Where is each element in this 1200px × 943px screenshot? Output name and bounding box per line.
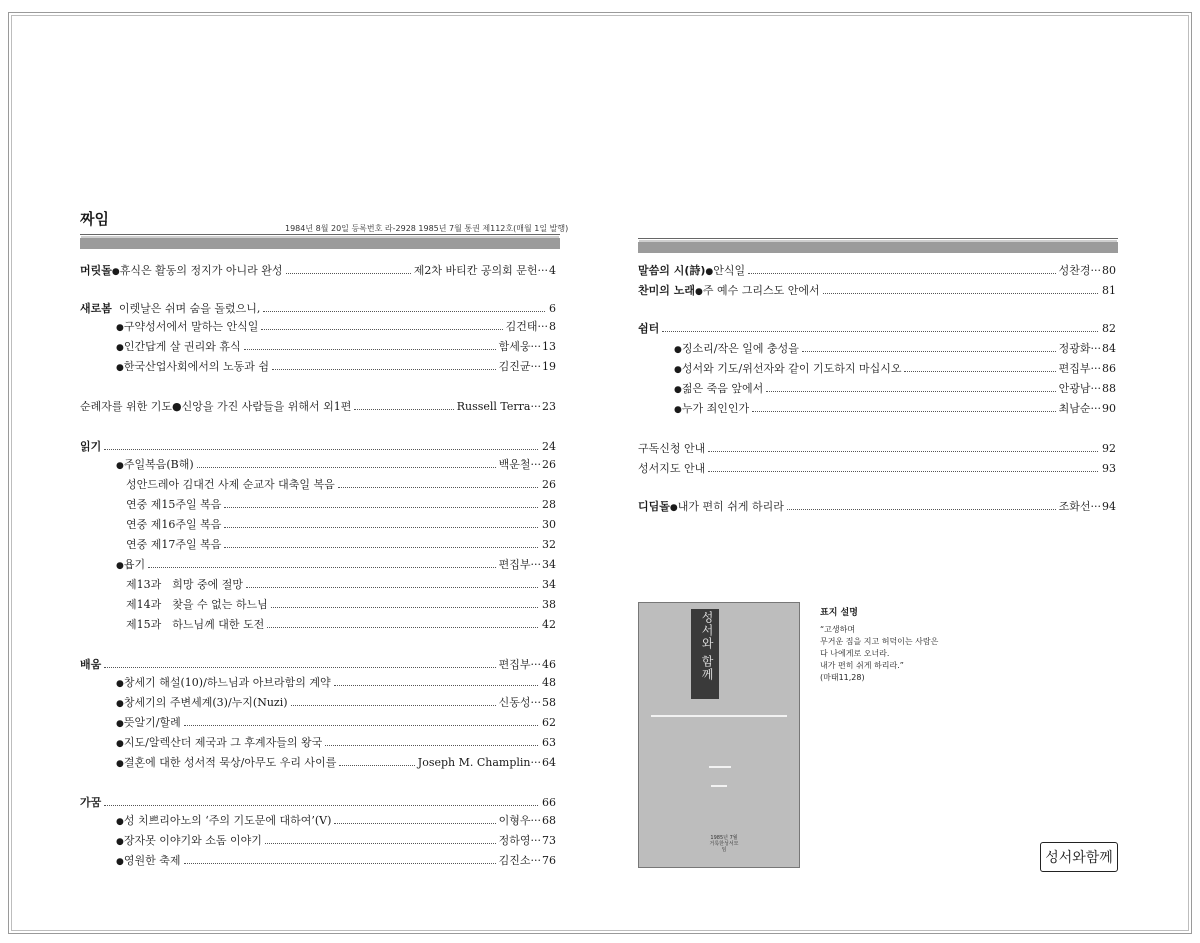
bullet-icon: ●: [116, 719, 124, 729]
toc-entry: [116, 832, 556, 848]
toc-title: 창세기 해설(10)/하느님과 아브라함의 계약: [123, 676, 331, 689]
leader-dots: ···: [530, 756, 541, 769]
toc-title: 연중 제17주일 복음: [126, 538, 222, 551]
publication-info: 1984년 8월 20일 등록번호 라-2928 1985년 7월 통권 제112호(매월 1일 발행): [285, 224, 569, 233]
bullet-icon: ●: [116, 759, 124, 769]
leader-dots: [708, 463, 1098, 472]
toc-page-number: 66: [542, 796, 556, 809]
toc-page-number: 84: [1102, 342, 1116, 355]
leader-dots: [104, 797, 538, 806]
leader-dots: ···: [530, 558, 541, 571]
leader-dots: [752, 403, 1055, 412]
toc-title: 휴식은 활동의 정지가 아니라 완성: [119, 264, 283, 277]
leader-dots: ···: [530, 834, 541, 847]
bullet-icon: ●: [116, 739, 124, 749]
leader-dots: [271, 599, 538, 608]
toc-entry: [116, 358, 556, 374]
leader-dots: [802, 343, 1056, 352]
logo: 성서와함께: [1040, 842, 1118, 872]
toc-page-number: 58: [542, 696, 556, 709]
toc-author: 정하영: [498, 834, 531, 847]
toc-title: 구약성서에서 말하는 안식일: [123, 320, 259, 333]
toc-section-label: 디딤돌: [638, 500, 670, 513]
toc-entry: [126, 596, 556, 612]
toc-page-number: 34: [542, 558, 556, 571]
toc-page-number: 86: [1102, 362, 1116, 375]
cover-publisher: 1985년 7월 거룩한성서모임: [709, 835, 739, 853]
toc-author: 제2차 바티칸 공의회 문헌: [413, 264, 538, 277]
bullet-icon: ●: [116, 857, 124, 867]
leader-dots: [265, 835, 496, 844]
leader-dots: [263, 303, 545, 312]
toc-page-number: 93: [1102, 462, 1116, 475]
toc-page-number: 80: [1102, 264, 1116, 277]
toc-entry: [116, 456, 556, 472]
toc-section-label: 쉼터: [638, 322, 660, 335]
leader-dots: [662, 323, 1098, 332]
bullet-icon: ●: [674, 345, 682, 355]
toc-page-number: 42: [542, 618, 556, 631]
toc-page-number: 88: [1102, 382, 1116, 395]
toc-entry: [674, 340, 1116, 356]
toc-title: 욥기: [123, 558, 146, 571]
toc-page-number: 19: [542, 360, 556, 373]
toc-title: 결혼에 대한 성서적 묵상/아무도 우리 사이를: [123, 756, 337, 769]
toc-section-label: 읽기: [80, 440, 102, 453]
leader-dots: ···: [530, 360, 541, 373]
right-header-bar: [638, 242, 1118, 253]
toc-title: 연중 제15주일 복음: [126, 498, 222, 511]
leader-dots: [325, 737, 538, 746]
bullet-icon: ●: [116, 561, 124, 571]
leader-dots: ···: [537, 320, 548, 333]
toc-author: 이형우: [498, 814, 531, 827]
cover-light-streak: [711, 785, 727, 787]
bullet-icon: ●: [116, 323, 124, 333]
toc-page-number: 32: [542, 538, 556, 551]
toc-page-number: 30: [542, 518, 556, 531]
leader-dots: [334, 677, 538, 686]
toc-entry: [126, 496, 556, 512]
toc-entry: [116, 694, 556, 710]
toc-title: 안식일: [713, 264, 746, 277]
bullet-icon: ●: [669, 503, 678, 513]
leader-dots: ···: [1090, 362, 1101, 375]
toc-page-number: 64: [542, 756, 556, 769]
toc-entry: [674, 360, 1116, 376]
toc-author: Joseph M. Champlin: [417, 756, 531, 769]
toc-entry: [116, 318, 556, 334]
bullet-icon: ●: [116, 343, 124, 353]
toc-author: 편집부: [1058, 362, 1091, 375]
toc-entry: [126, 516, 556, 532]
cover-light-streak: [651, 715, 787, 717]
toc-entry: [116, 338, 556, 354]
bullet-icon: ●: [674, 365, 682, 375]
leader-dots: [787, 501, 1056, 510]
cover-description: “고생하며 무거운 짐을 지고 허덕이는 사람은 다 나에게로 오너라. 내가 편히 쉬게 하리라.” (마태11,28): [820, 625, 939, 682]
toc-page-number: 8: [549, 320, 556, 333]
toc-page-number: 63: [542, 736, 556, 749]
toc-section-label: 가꿈: [80, 796, 102, 809]
toc-entry: [80, 262, 556, 278]
toc-title: 창세기의 주변세계(3)/누지(Nuzi): [123, 696, 288, 709]
toc-section-label: 찬미의 노래: [638, 284, 695, 297]
leader-dots: ···: [1090, 264, 1101, 277]
leader-dots: [748, 265, 1055, 274]
bullet-icon: ●: [116, 817, 124, 827]
cover-light-streak: [709, 766, 731, 768]
toc-author: 김진균: [498, 360, 531, 373]
toc-author: 편집부: [498, 558, 531, 571]
toc-page-number: 46: [542, 658, 556, 671]
toc-title: 연중 제16주일 복음: [126, 518, 222, 531]
toc-entry: [638, 440, 1116, 456]
leader-dots: ···: [1090, 500, 1101, 513]
toc-title: 젊은 죽음 앞에서: [681, 382, 764, 395]
toc-page-number: 76: [542, 854, 556, 867]
toc-entry: [116, 754, 556, 770]
toc-page-number: 62: [542, 716, 556, 729]
toc-section-label: 배움: [80, 658, 102, 671]
toc-page-number: 81: [1102, 284, 1116, 297]
toc-title: 징소리/작은 일에 충성을: [681, 342, 799, 355]
bullet-icon: ●: [674, 385, 682, 395]
toc-title: 제14과 찾을 수 없는 하느님: [126, 598, 268, 611]
bullet-icon: ●: [116, 461, 124, 471]
toc-page-number: 13: [542, 340, 556, 353]
leader-dots: ···: [1090, 342, 1101, 355]
leader-dots: [904, 363, 1055, 372]
toc-page-number: 92: [1102, 442, 1116, 455]
toc-title: 성안드레아 김대건 사제 순교자 대축일 복음: [126, 478, 335, 491]
bullet-icon: ●: [116, 363, 124, 373]
leader-dots: [184, 855, 496, 864]
toc-author: 안광남: [1058, 382, 1091, 395]
leader-dots: ···: [1090, 402, 1101, 415]
toc-title: 순례자를 위한 기도●신앙을 가진 사람들을 위해서 외1편: [80, 400, 352, 413]
toc-entry: [674, 380, 1116, 396]
toc-title: 영원한 축제: [123, 854, 181, 867]
toc-title: 성서와 기도/위선자와 같이 기도하지 마십시오: [681, 362, 902, 375]
toc-title: 주일복음(B해): [123, 458, 194, 471]
toc-title: 구독신청 안내: [638, 442, 706, 455]
toc-entry: [116, 852, 556, 868]
toc-entry: [638, 262, 1116, 278]
toc-section-label: 새로봄: [80, 302, 112, 315]
toc-entry: [116, 812, 556, 828]
toc-page-number: 6: [549, 302, 556, 315]
leader-dots: [104, 659, 495, 668]
toc-entry: [116, 556, 556, 572]
toc-title: 내가 편히 쉬게 하리라: [677, 500, 784, 513]
toc-page-number: 48: [542, 676, 556, 689]
leader-dots: [224, 499, 538, 508]
toc-title: 주 예수 그리스도 안에서: [702, 284, 820, 297]
bullet-icon: ●: [116, 837, 124, 847]
leader-dots: [104, 441, 538, 450]
bullet-icon: ●: [116, 679, 124, 689]
leader-dots: [823, 285, 1098, 294]
toc-author: 최남순: [1058, 402, 1091, 415]
leader-dots: [272, 361, 496, 370]
toc-page-number: 26: [542, 478, 556, 491]
left-header-bar: [80, 238, 560, 249]
toc-author: 김건태: [505, 320, 538, 333]
toc-author: 편집부: [498, 658, 531, 671]
toc-entry: [638, 460, 1116, 476]
leader-dots: ···: [530, 658, 541, 671]
toc-author: 정광화: [1058, 342, 1091, 355]
leader-dots: ···: [530, 814, 541, 827]
toc-title: 뜻알기/할례: [123, 716, 181, 729]
toc-entry: [674, 400, 1116, 416]
bullet-icon: ●: [705, 267, 714, 277]
toc-page-number: 82: [1102, 322, 1116, 335]
toc-title: 성서지도 안내: [638, 462, 706, 475]
toc-page-number: 4: [549, 264, 556, 277]
toc-title: 장자못 이야기와 소돔 이야기: [123, 834, 262, 847]
toc-entry: [126, 536, 556, 552]
leader-dots: [224, 539, 538, 548]
cover-image: [638, 602, 800, 868]
toc-author: 김진소: [498, 854, 531, 867]
bullet-icon: ●: [116, 699, 124, 709]
toc-entry: [116, 714, 556, 730]
leader-dots: [291, 697, 496, 706]
leader-dots: [338, 479, 538, 488]
toc-page-number: 90: [1102, 402, 1116, 415]
leader-dots: ···: [530, 854, 541, 867]
leader-dots: [148, 559, 495, 568]
leader-dots: [708, 443, 1098, 452]
toc-entry: [638, 282, 1116, 298]
toc-page-number: 38: [542, 598, 556, 611]
toc-title: 제15과 하느님께 대한 도전: [126, 618, 265, 631]
toc-entry: [80, 794, 556, 810]
toc-author: 성찬경: [1058, 264, 1091, 277]
toc-section-label: 말씀의 시(詩): [638, 264, 706, 277]
toc-title: 이렛날은 쉬며 숨을 돌렸으니,: [118, 302, 261, 315]
leader-dots: [184, 717, 538, 726]
leader-dots: [766, 383, 1055, 392]
toc-entry: [126, 576, 556, 592]
toc-author: 신동성: [498, 696, 531, 709]
leader-dots: ···: [537, 264, 548, 277]
leader-dots: [267, 619, 538, 628]
toc-entry: [126, 616, 556, 632]
toc-entry: [116, 734, 556, 750]
bullet-icon: ●: [694, 287, 703, 297]
toc-page-number: 24: [542, 440, 556, 453]
bullet-icon: ●: [111, 267, 120, 277]
leader-dots: ···: [530, 696, 541, 709]
leader-dots: [224, 519, 538, 528]
leader-dots: ···: [530, 400, 541, 413]
page-title: 짜임: [80, 210, 109, 228]
toc-section-label: 머릿돌: [80, 264, 112, 277]
toc-entry: [126, 476, 556, 492]
toc-title: 지도/알렉산더 제국과 그 후계자들의 왕국: [123, 736, 323, 749]
toc-page-number: 34: [542, 578, 556, 591]
toc-page-number: 26: [542, 458, 556, 471]
toc-title: 성 치쁘리아노의 ‘주의 기도문에 대하여’(V): [123, 814, 332, 827]
leader-dots: [261, 321, 502, 330]
toc-author: 백운철: [498, 458, 531, 471]
leader-dots: [339, 757, 414, 766]
toc-page-number: 68: [542, 814, 556, 827]
toc-entry: [638, 320, 1116, 336]
toc-title: 누가 죄인인가: [681, 402, 750, 415]
toc-author: 함세웅: [498, 340, 531, 353]
toc-title: 인간답게 살 권리와 휴식: [123, 340, 241, 353]
leader-dots: [246, 579, 538, 588]
cover-title: 성서와 함께: [700, 611, 714, 681]
toc-title: 제13과 희망 중에 절망: [126, 578, 243, 591]
toc-entry: [80, 398, 556, 414]
toc-page-number: 73: [542, 834, 556, 847]
toc-entry: [80, 438, 556, 454]
toc-author: 조화선: [1058, 500, 1091, 513]
bullet-icon: ●: [674, 405, 682, 415]
leader-dots: [286, 265, 411, 274]
toc-entry: [80, 300, 556, 316]
toc-page-number: 28: [542, 498, 556, 511]
toc-entry: [80, 656, 556, 672]
leader-dots: [197, 459, 496, 468]
toc-entry: [638, 498, 1116, 514]
leader-dots: [244, 341, 496, 350]
leader-dots: [354, 401, 453, 410]
leader-dots: ···: [530, 340, 541, 353]
toc-entry: [116, 674, 556, 690]
leader-dots: ···: [530, 458, 541, 471]
cover-description-title: 표지 설명: [820, 608, 858, 618]
toc-author: Russell Terra: [456, 400, 531, 413]
leader-dots: ···: [1090, 382, 1101, 395]
toc-page-number: 23: [542, 400, 556, 413]
leader-dots: [334, 815, 495, 824]
toc-title: 한국산업사회에서의 노동과 쉼: [123, 360, 269, 373]
toc-page-number: 94: [1102, 500, 1116, 513]
